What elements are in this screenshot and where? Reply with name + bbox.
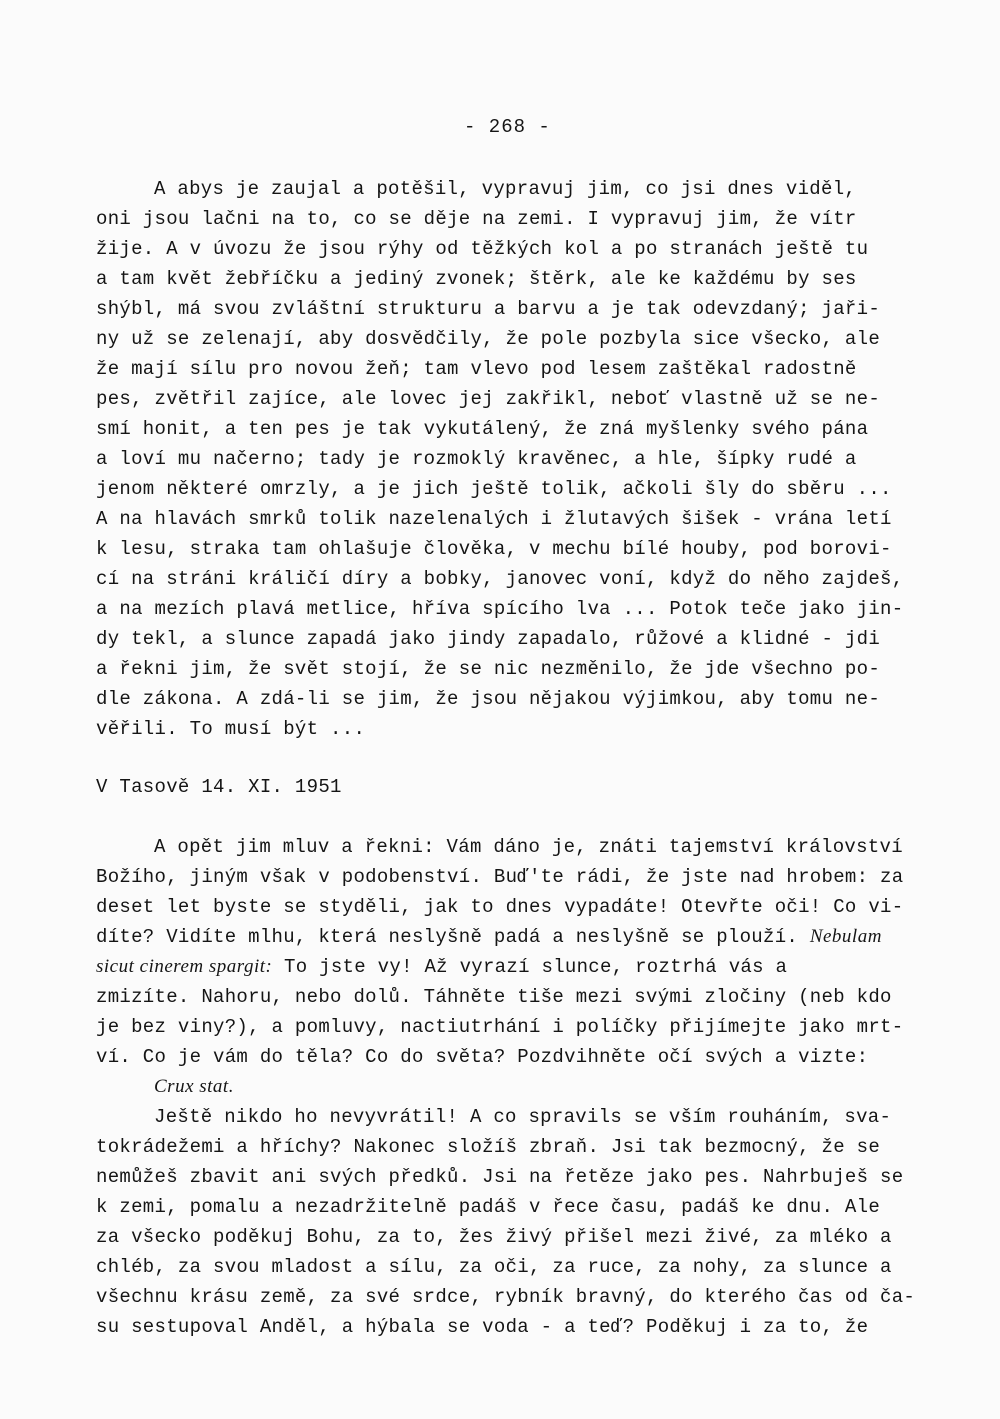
- latin-quote: Nebulam: [809, 926, 882, 947]
- text-line: pes, zvětřil zajíce, ale lovec jej zakřikl, neboť vlastně už se ne-: [96, 388, 881, 410]
- text-line: věřili. To musí být ...: [96, 718, 366, 740]
- text-line: [96, 954, 787, 980]
- text-line: tokrádežemi a hříchy? Nakonec složíš zbraň. Jsi tak bezmocný, že se: [96, 1136, 881, 1158]
- text-line: ví. Co je vám do těla? Co do světa? Pozdvihněte očí svých a vizte:: [96, 1046, 869, 1068]
- text-line: ny už se zelenají, aby dosvědčily, že pole pozbyla sice všecko, ale: [96, 328, 881, 350]
- text-line: A na hlavách smrků tolik nazelenalých i žlutavých šišek - vrána letí: [96, 508, 892, 530]
- text-line: všechnu krásu země, za své srdce, rybník bravný, do kterého čas od ča-: [96, 1286, 916, 1308]
- page-number: - 268 -: [464, 116, 551, 138]
- text-line: k lesu, straka tam ohlašuje člověka, v mechu bílé houby, pod borovi-: [96, 538, 892, 560]
- text-line: je bez viny?), a pomluvy, nactiutrhání i políčky přijímejte jako mrt-: [96, 1016, 904, 1038]
- latin-quote: Crux stat.: [154, 1076, 234, 1097]
- text-line: A abys je zaujal a potěšil, vypravuj jim, co jsi dnes viděl,: [154, 178, 857, 200]
- text-line: a loví mu načerno; tady je rozmoklý kravěnec, a hle, šípky rudé a: [96, 448, 857, 470]
- text-line: jenom některé omrzly, a je jich ještě tolik, ačkoli šly do sběru ...: [96, 478, 892, 500]
- dateline: V Tasově 14. XI. 1951: [96, 776, 342, 798]
- text-line: že mají sílu pro novou žeň; tam vlevo pod lesem zaštěkal radostně: [96, 358, 857, 380]
- text-segment: díte? Vidíte mlhu, která neslyšně padá a neslyšně se plouží.: [96, 926, 810, 948]
- text-line: dle zákona. A zdá-li se jim, že jsou nějakou výjimkou, aby tomu ne-: [96, 688, 881, 710]
- text-line: a řekni jim, že svět stojí, že se nic nezměnilo, že jde všechno po-: [96, 658, 881, 680]
- text-line: žije. A v úvozu že jsou rýhy od těžkých kol a po stranách ještě tu: [96, 238, 869, 260]
- text-segment: To jste vy! Až vyrazí slunce, roztrhá vás a: [272, 956, 788, 978]
- text-line: za všecko poděkuj Bohu, za to, žes živý přišel mezi živé, za mléko a: [96, 1226, 892, 1248]
- text-line: smí honit, a ten pes je tak vykutálený, že zná myšlenky svého pána: [96, 418, 869, 440]
- latin-quote: sicut cinerem spargit:: [96, 956, 273, 977]
- text-line: dy tekl, a slunce zapadá jako jindy zapadalo, růžové a klidné - jdi: [96, 628, 881, 650]
- text-line: zmizíte. Nahoru, nebo dolů. Táhněte tiše mezi svými zločiny (neb kdo: [96, 986, 892, 1008]
- text-line: Ještě nikdo ho nevyvrátil! A co spravils se vším rouháním, sva-: [154, 1106, 892, 1128]
- text-line: a na mezích plavá metlice, hříva spícího lva ... Potok teče jako jin-: [96, 598, 904, 620]
- text-line: chléb, za svou mladost a sílu, za oči, za ruce, za nohy, za slunce a: [96, 1256, 892, 1278]
- text-line: Božího, jiným však v podobenství. Buď'te rádi, že jste nad hrobem: za: [96, 866, 904, 888]
- text-line: nemůžeš zbavit ani svých předků. Jsi na řetěze jako pes. Nahrbuješ se: [96, 1166, 904, 1188]
- text-line: su sestupoval Anděl, a hýbala se voda - a teď? Poděkuj i za to, že: [96, 1316, 869, 1338]
- text-line: A opět jim mluv a řekni: Vám dáno je, znáti tajemství království: [154, 836, 903, 858]
- text-line: cí na stráni králičí díry a bobky, janovec voní, když do něho zajdeš,: [96, 568, 904, 590]
- text-line: oni jsou lačni na to, co se děje na zemi. I vypravuj jim, že vítr: [96, 208, 857, 230]
- text-line: k zemi, pomalu a nezadržitelně padáš v řece času, padáš ke dnu. Ale: [96, 1196, 881, 1218]
- text-line: a tam květ žebříčku a jediný zvonek; štěrk, ale ke každému by ses: [96, 268, 857, 290]
- text-line: shýbl, má svou zvláštní strukturu a barvu a je tak odevzdaný; jaři-: [96, 298, 881, 320]
- text-line: [96, 924, 882, 950]
- text-line: deset let byste se styděli, jak to dnes vypadáte! Otevřte oči! Co vi-: [96, 896, 904, 918]
